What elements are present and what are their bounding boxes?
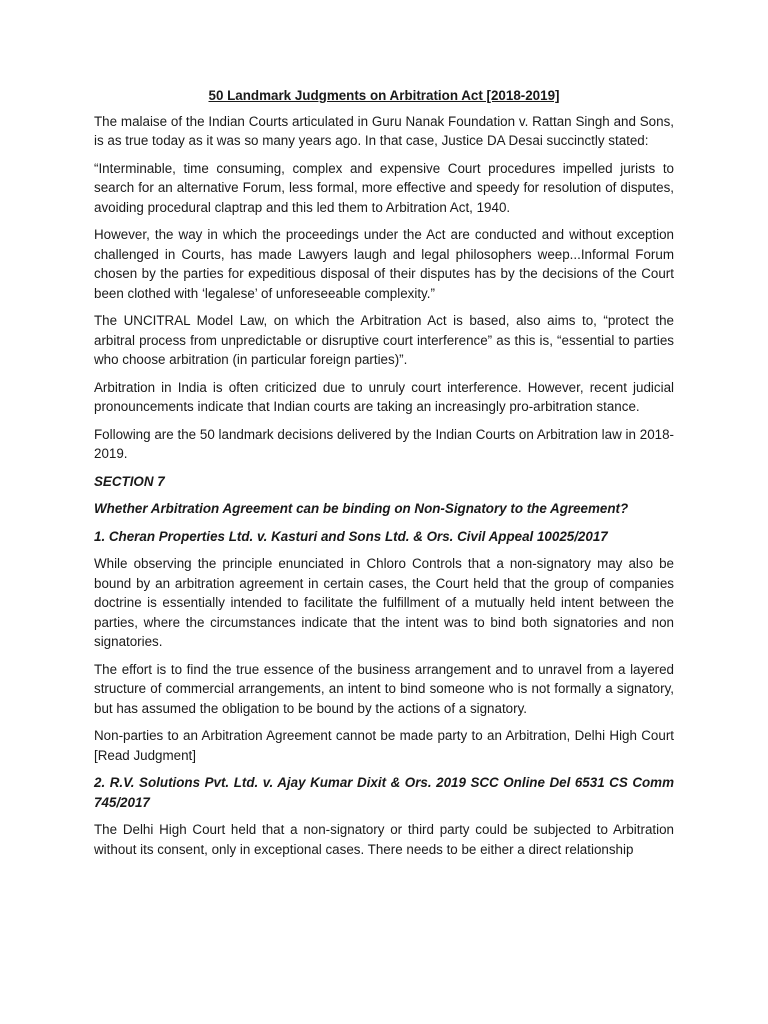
criticism-paragraph: Arbitration in India is often criticized due to unruly court interference. However, recent judicial pronouncements indicate that Indian courts are taking an increasingly pro-arbitration stance.	[94, 379, 674, 414]
case-1-paragraph: While observing the principle enunciated in Chloro Controls that a non-signatory may also be bound by an arbitration agreement in certain cases, the Court held that the group of companies doctrine is essentially intended to facilitate the fulfillment of a mutually held intent between the parties, where the circumstances indicate that the intent was to bind both signatories and non signatories.	[94, 556, 674, 649]
quote-paragraph: “Interminable, time consuming, complex and expensive Court procedures impelled jurists to search for an alternative Forum, less formal, more effective and speedy for resolution of disputes, avoiding procedural claptrap and this led them to Arbitration Act, 1940.	[94, 160, 674, 215]
case-2-paragraph: The Delhi High Court held that a non-signatory or third party could be subjected to Arbitration without its consent, only in exceptional cases. There needs to be either a direct relationship	[94, 822, 674, 857]
document-page	[94, 86, 674, 867]
following-paragraph: Following are the 50 landmark decisions delivered by the Indian Courts on Arbitration law in 2018-2019.	[94, 426, 674, 461]
section-label: SECTION 7	[94, 473, 165, 489]
case-1-heading: 1. Cheran Properties Ltd. v. Kasturi and Sons Ltd. & Ors. Civil Appeal 10025/2017	[94, 528, 608, 544]
uncitral-paragraph: The UNCITRAL Model Law, on which the Arbitration Act is based, also aims to, “protect the arbitral process from unpredictable or disruptive court interference” as this is, “essential to parties who choose arbitration (in particular foreign parties)”.	[94, 313, 674, 367]
document-title: 50 Landmark Judgments on Arbitration Act [2018-2019]	[208, 88, 560, 103]
case-1-paragraph: Non-parties to an Arbitration Agreement cannot be made party to an Arbitration, Delhi High Court [Read Judgment]	[94, 728, 674, 763]
case-2-heading: 2. R.V. Solutions Pvt. Ltd. v. Ajay Kumar Dixit & Ors. 2019 SCC Online Del 6531 CS Comm 745/2017	[94, 775, 674, 810]
case-1-paragraph: The effort is to find the true essence of the business arrangement and to unravel from a layered structure of commercial arrangements, an intent to bind someone who is not formally a signatory, but has assumed the obligation to be bound by the actions of a signatory.	[94, 661, 674, 716]
section-question: Whether Arbitration Agreement can be binding on Non-Signatory to the Agreement?	[94, 501, 629, 516]
intro-paragraph: The malaise of the Indian Courts articulated in Guru Nanak Foundation v. Rattan Singh and Sons, is as true today as it was so many years ago. In that case, Justice DA Desai succinctly stated:	[94, 113, 674, 148]
quote-continuation-paragraph: However, the way in which the proceedings under the Act are conducted and without exception challenged in Courts, has made Lawyers laugh and legal philosophers weep...Informal Forum chosen by the parties for expeditious disposal of their disputes has by the decisions of the Court been clothed with ‘legalese’ of unforeseeable complexity.”	[94, 227, 674, 301]
